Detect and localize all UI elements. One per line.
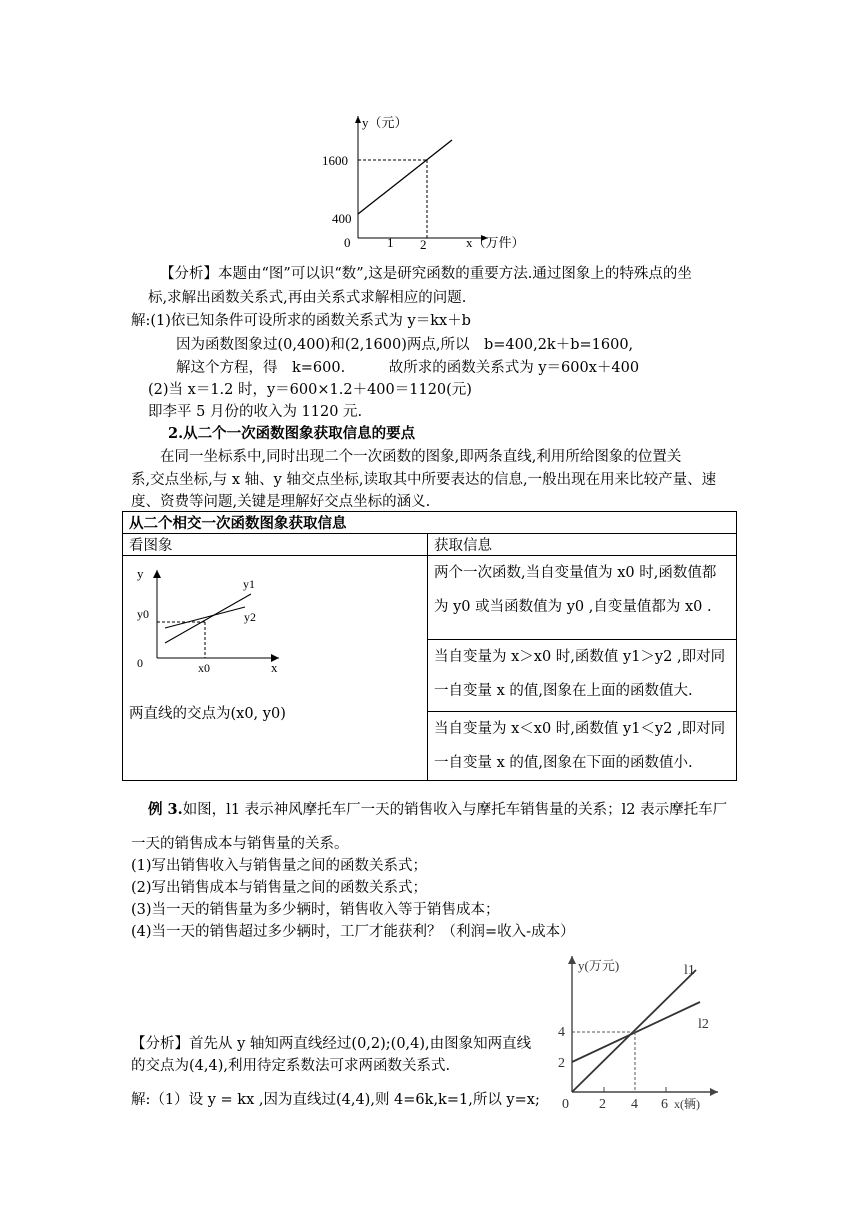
example3-question-1: (1)写出销售收入与销售量之间的函数关系式； <box>131 858 428 874</box>
table-info-3-a: 当自变量为 x＜x0 时,函数值 y1＜y2 ,即对同 <box>434 721 726 737</box>
example3-label: 例 3. <box>148 801 183 818</box>
graph1-origin: 0 <box>344 235 351 250</box>
analysis1-line-b: 标,求解出函数关系式,再由关系式求解相应的问题. <box>148 290 467 306</box>
graph1-tick-x1: 1 <box>387 235 394 250</box>
graph-revenue-cost <box>548 950 728 1118</box>
example3-question-4: (4)当一天的销售超过多少辆时，工厂才能获利？（利润=收入-成本） <box>131 924 575 940</box>
graph1-y-label: y（元） <box>362 115 408 130</box>
solution1-line-d: (2)当 x＝1.2 时，y＝600×1.2＋400＝1120(元) <box>148 382 472 398</box>
graph-two-lines <box>129 566 299 686</box>
example3-question-3: (3)当一天的销售量为多少辆时，销售收入等于销售成本； <box>131 902 500 918</box>
example3-question-2: (2)写出销售成本与销售量之间的函数关系式； <box>131 880 428 896</box>
table-graph-cell <box>123 556 428 781</box>
table-intersection-text: 两直线的交点为(x0, y0) <box>129 706 286 722</box>
solution1-line-e: 即李平 5 月份的收入为 1120 元. <box>148 404 363 420</box>
table-info-3 <box>428 712 737 781</box>
graph3-tick-x4: 4 <box>631 1097 638 1112</box>
graph3-l1-label: l1 <box>684 963 695 978</box>
graph3-x-label: x(辆) <box>674 1097 700 1111</box>
para2-line-b: 系,交点坐标,与 x 轴、y 轴交点坐标,读取其中所要表达的信息,一般出现在用来比较产量、速 <box>131 472 717 488</box>
para2-line-a: 在同一坐标系中,同时出现二个一次函数的图象,即两条直线,利用所给图象的位置关 <box>160 449 682 465</box>
graph-income-vs-sales <box>320 110 540 258</box>
table-info-1-a: 两个一次函数,当自变量值为 x0 时,函数值都 <box>434 565 717 581</box>
example3-analysis-b: 的交点为(4,4),利用待定系数法可求两函数关系式. <box>131 1058 451 1074</box>
example3-solution-a: 解:（1）设 y = kx ,因为直线过(4,4),则 4=6k,k=1,所以 y=x; <box>131 1092 540 1108</box>
solution1-line-b: 因为函数图象过(0,400)和(2,1600)两点,所以 b=400,2k＋b=1600, <box>176 337 634 353</box>
table-col-graph: 看图象 <box>123 534 428 556</box>
graph3-y-label: y(万元) <box>578 958 620 973</box>
info-table <box>122 511 737 781</box>
graph3-origin: 0 <box>562 1097 569 1112</box>
graph3-tick-y2: 2 <box>558 1056 565 1071</box>
table-graph-y0-label: y0 <box>137 607 149 621</box>
example3-analysis-a: 【分析】首先从 y 轴知两直线经过(0,2);(0,4),由图象知两直线 <box>131 1036 532 1052</box>
table-graph-x0-label: x0 <box>198 661 210 675</box>
graph3-tick-x6: 6 <box>661 1097 668 1112</box>
example3-line-a-wrap <box>148 800 727 820</box>
graph1-tick-400: 400 <box>332 211 352 226</box>
table-info-1 <box>428 556 737 640</box>
graph3-l2-label: l2 <box>698 1017 709 1032</box>
table-info-2-a: 当自变量为 x＞x0 时,函数值 y1＞y2 ,即对同 <box>434 649 726 665</box>
table-info-2-b: 一自变量 x 的值,图象在上面的函数值大. <box>434 683 693 699</box>
table-col-info: 获取信息 <box>428 534 737 556</box>
table-graph-y-label: y <box>137 566 144 581</box>
table-info-1-b: 为 y0 或当函数值为 y0 ,自变量值都为 x0 . <box>434 599 712 615</box>
table-graph-y2-label: y2 <box>244 610 256 624</box>
example3-line-a: 如图，l1 表示神风摩托车厂一天的销售收入与摩托车销售量的关系；l2 表示摩托车厂 <box>182 802 728 818</box>
table-graph-x-label: x <box>271 660 278 675</box>
graph1-tick-1600: 1600 <box>322 153 348 168</box>
graph3-tick-x2: 2 <box>599 1097 606 1112</box>
table-graph-origin: 0 <box>137 656 143 670</box>
example3-line-b: 一天的销售成本与销售量的关系。 <box>131 836 349 852</box>
graph1-x-label: x（万件） <box>466 235 525 250</box>
analysis1-line-a: 【分析】本题由“图”可以识“数”,这是研究函数的重要方法.通过图象上的特殊点的坐 <box>160 266 692 282</box>
table-title: 从二个相交一次函数图象获取信息 <box>123 512 737 534</box>
solution1-line-c: 解这个方程，得 k=600. 故所求的函数关系式为 y＝600x＋400 <box>176 360 640 376</box>
table-info-3-b: 一自变量 x 的值,图象在下面的函数值小. <box>434 755 693 771</box>
para2-line-c: 度、资费等问题,关键是理解好交点坐标的涵义. <box>131 494 431 510</box>
graph1-tick-x2: 2 <box>420 237 427 252</box>
heading-section-2: 2.从二个一次函数图象获取信息的要点 <box>168 425 416 442</box>
table-info-2 <box>428 640 737 712</box>
table-graph-y1-label: y1 <box>243 577 255 591</box>
solution1-line-a: 解:(1)依已知条件可设所求的函数关系式为 y＝kx＋b <box>131 313 471 329</box>
graph3-tick-y4: 4 <box>558 1025 565 1040</box>
